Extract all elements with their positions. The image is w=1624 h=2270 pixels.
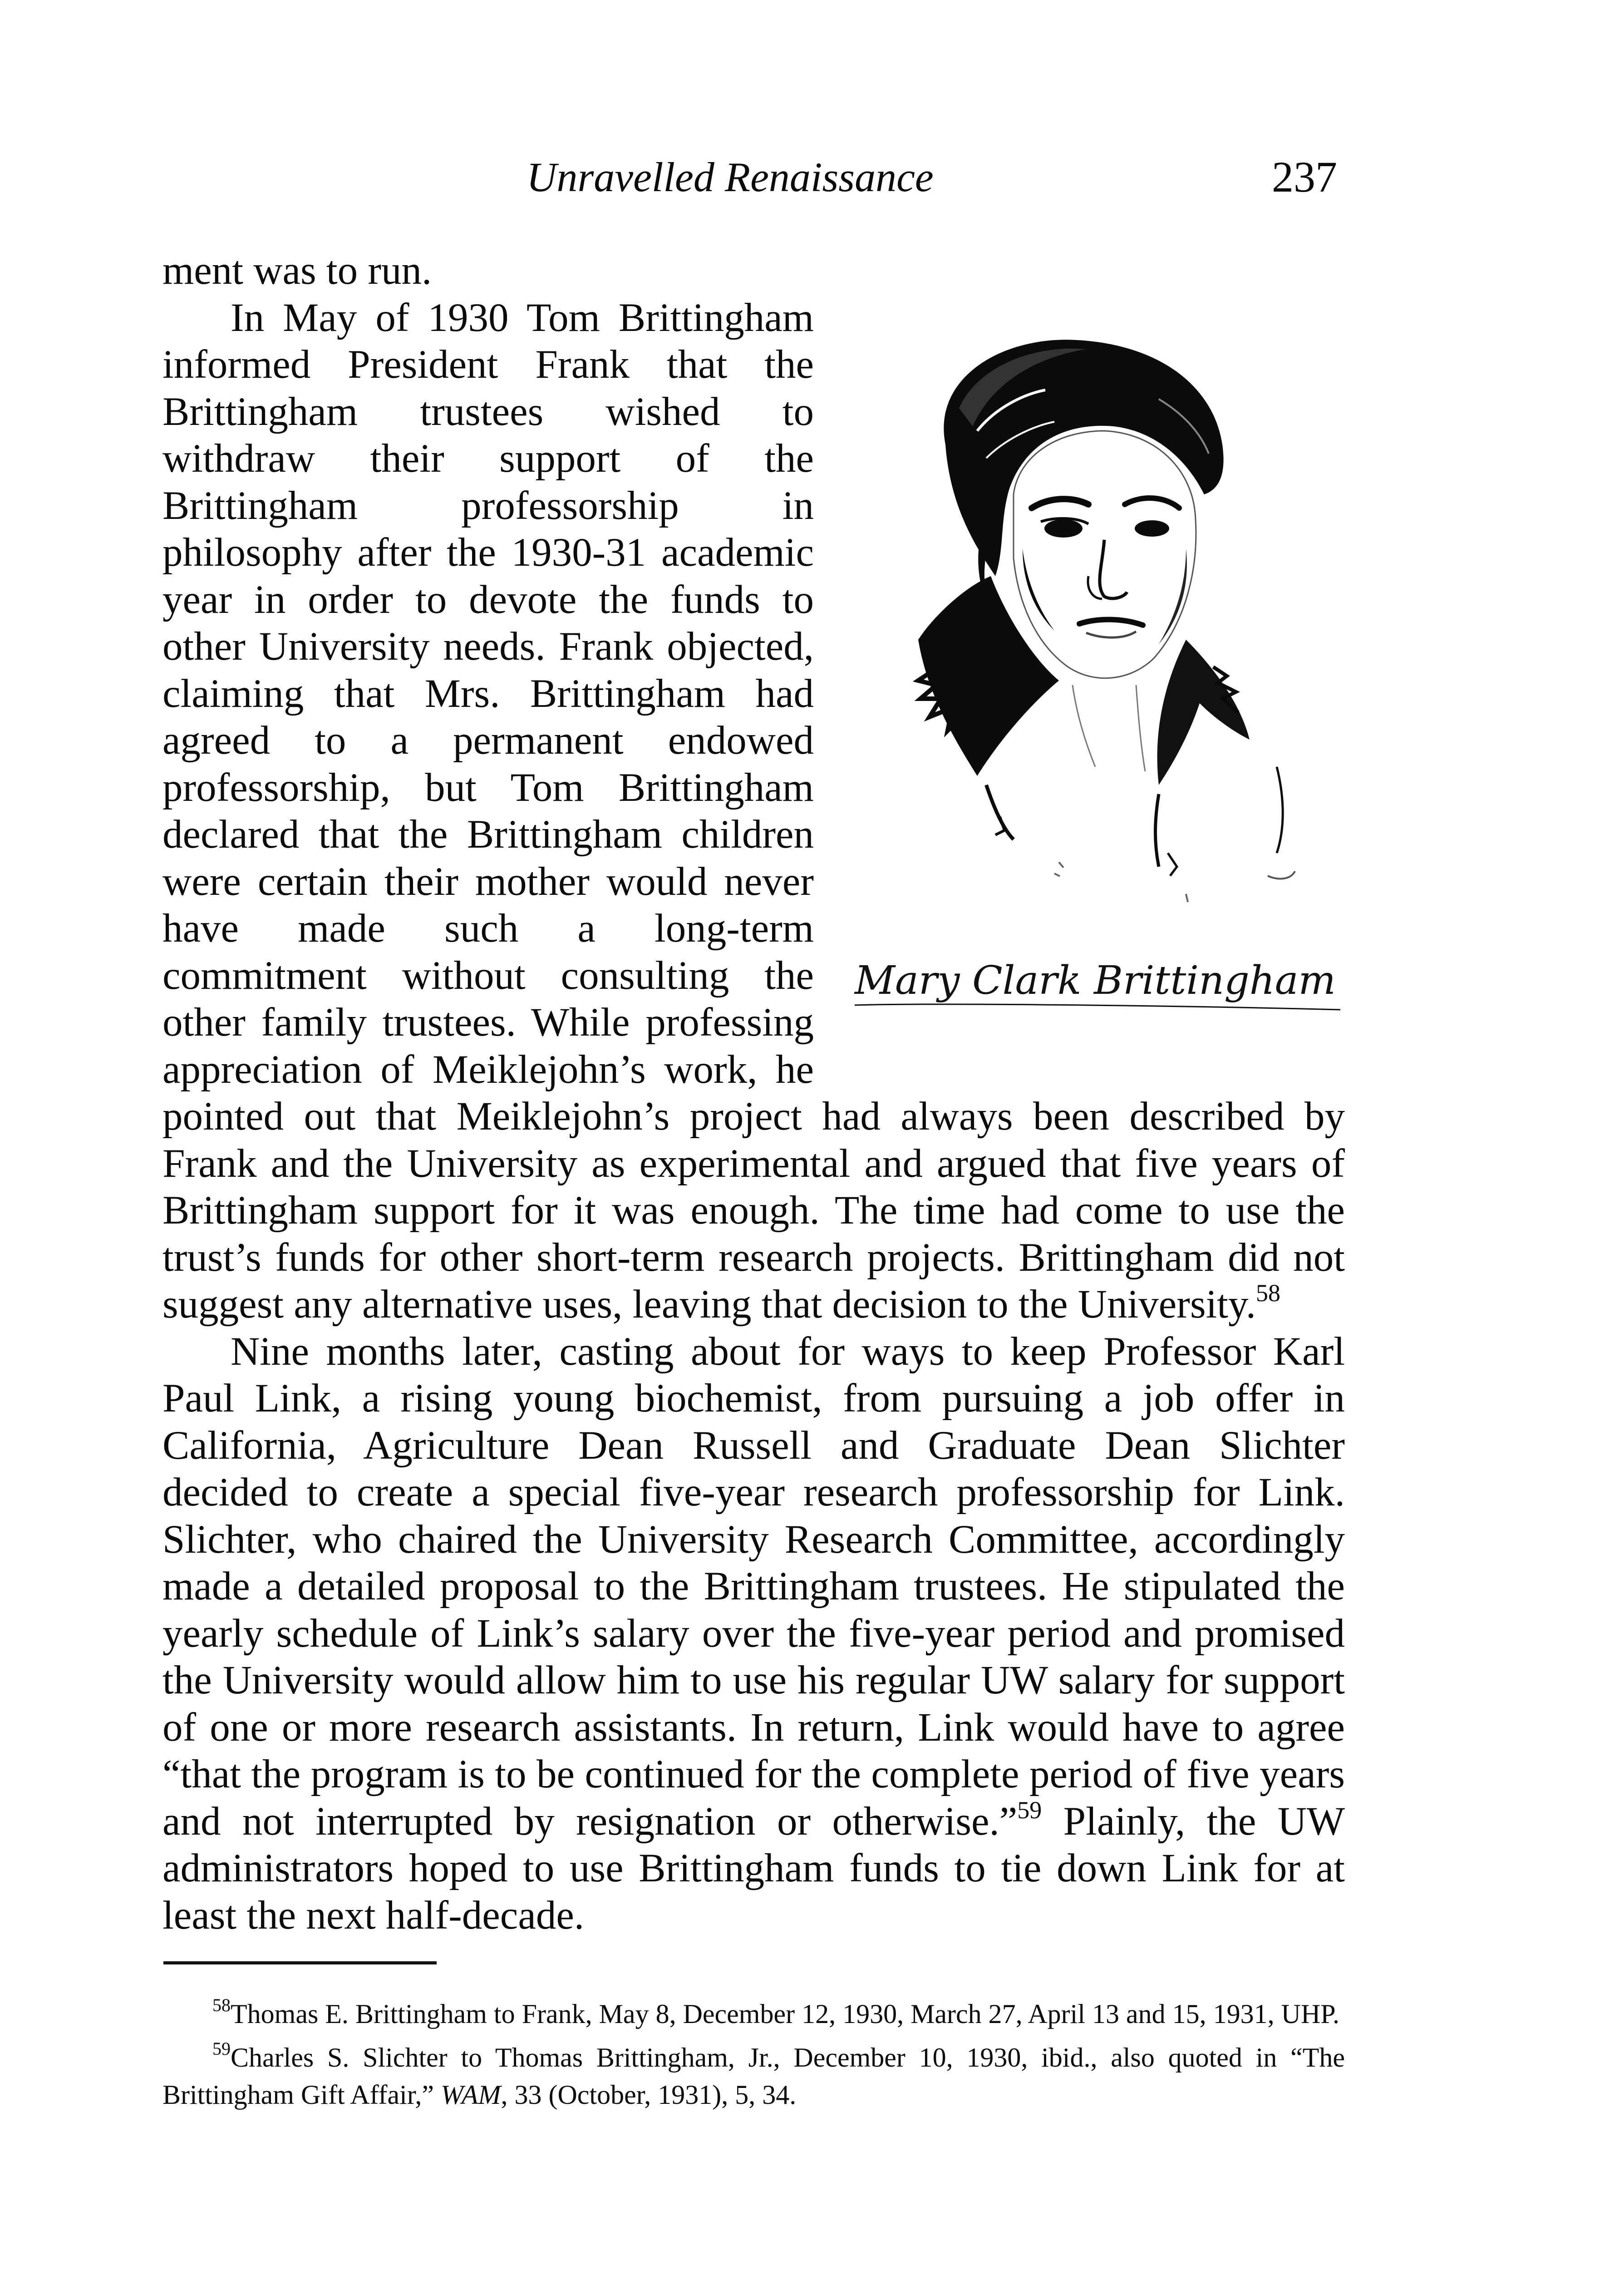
footnote-59-number: 59 xyxy=(212,2038,231,2059)
footnote-58 xyxy=(162,1995,1345,2033)
footnote-separator xyxy=(163,1961,437,1964)
footnote-59 xyxy=(162,2039,1345,2113)
footnote-ref-58: 58 xyxy=(1256,1279,1280,1307)
footnote-58-number: 58 xyxy=(212,1995,231,2015)
running-head-title: Unravelled Renaissance xyxy=(527,154,934,200)
footnote-58-text: Thomas E. Brittingham to Frank, May 8, December 12, 1930, March 27, April 13 and 15, 1931, UHP. xyxy=(231,1999,1340,2029)
paragraph-1-text: In May of 1930 Tom Brittingham informed President Frank that the Brittingham trustees wished to withdraw their support of the Brittingham professorship in philosophy after the 1930-31 academic year in order to devote the funds to other University needs. Frank objected, claiming that Mrs. Brittingham had agreed to a permanent endowed professorship, but Tom Brittingham declared that the Brittingham children were certain their mother would never have made such a long-term commitment without consulting the other family trustees. While professing appreciation of Meiklejohn’s work, he pointed out that Meiklejohn’s project had always been described by Frank and the University as experimental and argued that five years of Brittingham support for it was enough. The time had come to use the trust’s funds for other short-term research projects. Brittingham did not suggest any alternative uses, leaving that decision to the University. xyxy=(162,295,1345,1327)
main-text xyxy=(162,247,1345,1939)
footnotes xyxy=(162,1995,1345,2120)
footnote-ref-59: 59 xyxy=(1017,1796,1042,1824)
page-number: 237 xyxy=(1272,153,1337,201)
portrait-figure xyxy=(841,295,1358,1076)
footnote-59-text-b: , 33 (October, 1931), 5, 34. xyxy=(501,2080,797,2110)
paragraph-2 xyxy=(162,1328,1345,1939)
continuation-line: ment was to run. xyxy=(162,248,432,293)
footnote-59-text-a: Charles S. Slichter to Thomas Brittingham, Jr., December 10, 1930, ibid., also quoted in “The Brittingham Gift Affair,” xyxy=(162,2043,1345,2110)
portrait-signature: Mary Clark Brittingham xyxy=(853,957,1336,1003)
portrait-sketch-illustration xyxy=(841,295,1358,1076)
paragraph-2-text-a: Nine months later, casting about for ways to keep Professor Karl Paul Link, a rising young biochemist, from pursuing a job offer in California, Agriculture Dean Russell and Graduate Dean Slichter decided to create a special five-year research professorship for Link. Slichter, who chaired the University Research Committee, accordingly made a detailed proposal to the Brittingham trustees. He stipulated the yearly schedule of Link’s salary over the five-year period and promised the University would allow him to use his regular UW salary for support of one or more research assistants. In return, Link would have to agree “that the program is to be continued for the complete period of five years and not interrupted by resignation or otherwise.” xyxy=(162,1329,1345,1844)
paragraph-2-text-b: Plainly, the UW administrators hoped to use Brittingham funds to tie down Link for at least the next half-decade. xyxy=(162,1799,1345,1938)
footnote-59-journal: WAM xyxy=(441,2080,501,2110)
